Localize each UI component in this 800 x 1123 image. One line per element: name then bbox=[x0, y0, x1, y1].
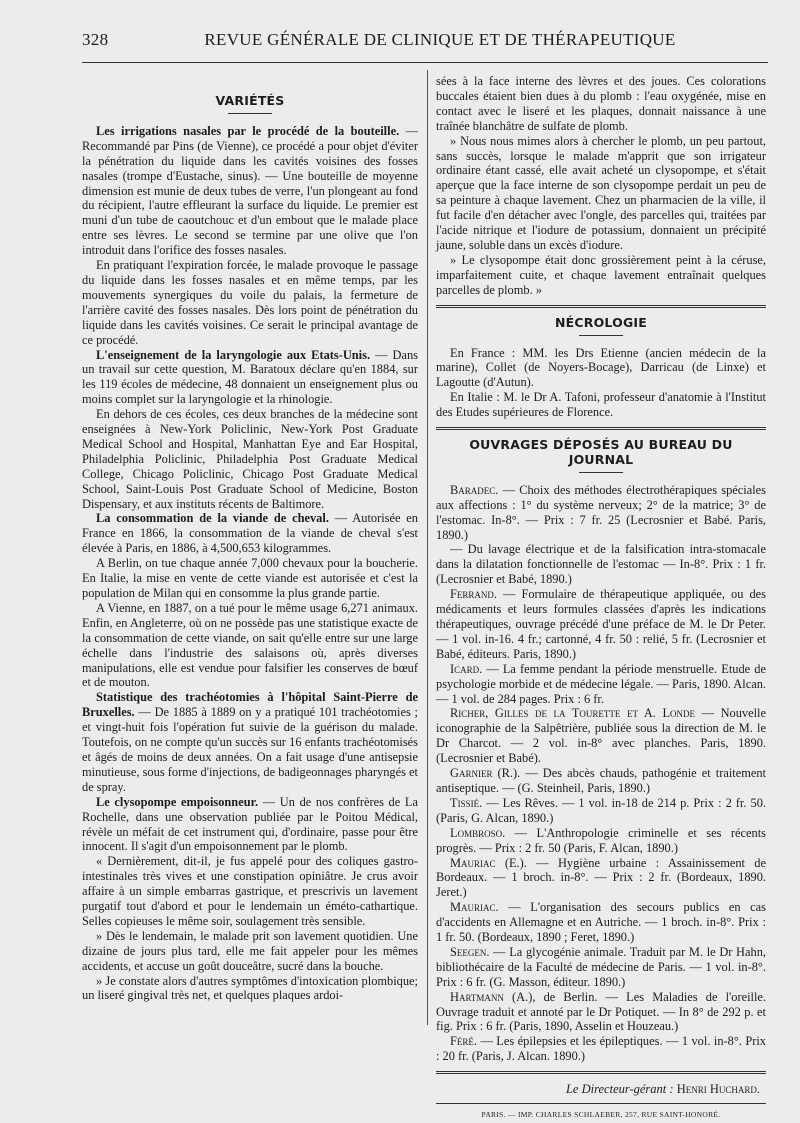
continuation-paragraph: sées à la face interne des lèvres et des joues. Ces colorations buccales étaient bien dues à du plomb : l'eau oxygénée, mise en contact avec le liseré et les plaques, donnait naissance à une traînée blanchâtre de sulfate de plomb. bbox=[436, 74, 766, 133]
section-title-ouvrages: OUVRAGES DÉPOSÉS AU BUREAU DU JOURNAL bbox=[469, 437, 733, 467]
article-text: — Recommandé par Pins (de Vienne), ce procédé a pour objet d'éviter la pénétration du liquide dans les cavités voisines des fosses nasales (trompe d'Eustache, sinus). — Une bouteille de moyenne dimension est munie de deux tubes de verre, l'un plongeant au fond du récipient, l'autre effleurant la surface du liquide. Le premier est muni d'un tube de caoutchouc et d'un embout que le malade place entre ses lèvres. Le second se termine par une olive que l'on introduit dans l'orifice des fosses nasales. bbox=[82, 123, 418, 258]
book-text: — La femme pendant la période menstruelle. Etude de psychologie morbide et de médecine légale. — Paris, 1890. Alcan. — 1 vol. de 284 pages. Prix : 6 fr. bbox=[436, 661, 766, 706]
book-entry bbox=[436, 542, 766, 587]
book-author: Richer, Gilles de la Tourette et A. Londe bbox=[450, 706, 696, 721]
article-lead: L'enseignement de la laryngologie aux Etats-Unis. bbox=[96, 347, 371, 362]
article-laryngologie bbox=[82, 348, 418, 512]
article-paragraph: En dehors de ces écoles, ces deux branches de la médecine sont enseignées à New-York Policlinic, New-York Post Graduate Medical School and Hospital, Manhattan Eye and Ear Hospital, Philadelphia Policlinic, Philadelphia Post Graduate Medical College, Chicago Policlinic, Chicago Post Graduate Medical School, Saint-Louis Post Graduate School of Medicine, Boston Dispensary, et aux instituts récents de Baltimore. bbox=[82, 407, 418, 511]
book-text: — Des abcès chauds, pathogénie et traitement antiseptique. — (G. Steinheil, Paris, 1890.) bbox=[436, 766, 766, 795]
article-viande-cheval bbox=[82, 511, 418, 690]
book-author: Icard. bbox=[450, 661, 483, 676]
director-label: Le Directeur-gérant : bbox=[565, 1082, 677, 1097]
director-signature bbox=[436, 1082, 766, 1097]
article-tracheotomies bbox=[82, 690, 418, 794]
article-paragraph: » Je constate alors d'autres symptômes d'intoxication plombique; un liseré gingival très net, et quelques plaques ardoi- bbox=[82, 973, 418, 1003]
article-paragraph: A Vienne, en 1887, on a tué pour le même usage 6,271 animaux. Enfin, en Angleterre, où on ne possède pas une statistique exacte de la consommation de cette viande, on sait qu'elle entre sur une large échelle dans l'industrie des salaisons où, après diverses manipulations, elle est vendue pour falsifier les conserves de bœuf et de mouton. bbox=[82, 600, 418, 690]
running-title: REVUE GÉNÉRALE DE CLINIQUE ET DE THÉRAPEUTIQUE bbox=[204, 30, 676, 49]
necrologie-paragraph: En Italie : M. le Dr A. Tafoni, professeur d'anatomie à l'Institut des Etudes supérieures de Florence. bbox=[436, 390, 766, 420]
book-author: Mauriac. bbox=[450, 900, 499, 915]
article-text: — De 1885 à 1889 on y a pratiqué 101 trachéotomies ; et vingt-huit fois l'opération fut suivie de la guérison du malade. Toutefois, on ne compte qu'un succès sur 16 enfants trachéotomisés et âgés de moins de deux années. On a fait usage d'une antisepsie minutieuse, sous forme d'injections, de badigeonnages pharyngés et de spray. bbox=[82, 705, 418, 794]
book-entry bbox=[436, 856, 766, 901]
book-entry bbox=[436, 826, 766, 856]
book-text: — L'organisation des secours publics en cas d'accidents en Allemagne et en Autriche. — 1 broch. in-8°. Prix : 1 fr. 50. (Bordeaux, 1890 ; Feret, 1890.) bbox=[436, 900, 766, 945]
book-text: de Berlin. — Les Maladies de l'oreille. Ouvrage traduit et annoté par le Dr Potiquet. — In 8° de 292 p. et fig. Prix : 6 fr. (Paris, 1890, Asselin et Houzeau.) bbox=[436, 989, 767, 1034]
article-text: — Dans un travail sur cette question, M. Baratoux déclare qu'en 1884, sur les 119 écoles de médecine, 48 donnaient un enseignement plus ou moins complet sur la laryngologie et la rhinologie. bbox=[82, 347, 418, 407]
article-irrigations bbox=[82, 124, 418, 348]
article-text: — Un de nos confrères de La Rochelle, dans une observation publiée par le Poitou Médical, révèle un méfait de cet instrument qui, d'ordinaire, passe pour être innocent. Il s'agit d'un empoisonnement par le plomb. bbox=[82, 794, 418, 854]
book-author: Garnier (R.). bbox=[450, 766, 521, 781]
article-paragraph: « Dernièrement, dit-il, je fus appelé pour des coliques gastro-intestinales très vives et une constipation opiniâtre. Je crus avoir affaire à un simple embarras gastrique, et prescrivis un lavement purgatif tout d'abord et pour le lendemain un éméto-cathartique. Selles copieuses le même soir, soulagement très sensible. bbox=[82, 854, 418, 928]
article-lead: La consommation de la viande de cheval. bbox=[96, 511, 329, 526]
book-entry bbox=[436, 990, 766, 1035]
right-column bbox=[436, 74, 766, 1123]
title-rule bbox=[228, 113, 272, 114]
book-author: Féré. bbox=[450, 1034, 477, 1049]
section-separator bbox=[436, 427, 766, 430]
article-clysopompe bbox=[82, 795, 418, 1004]
left-column bbox=[82, 74, 418, 1003]
book-author: Ferrand. bbox=[450, 587, 497, 602]
article-lead: Les irrigations nasales par le procédé de la bouteille. bbox=[96, 123, 400, 138]
printer-imprint: PARIS. — IMP. CHARLES SCHLAEBER, 257, RUE SAINT-HONORÉ. bbox=[481, 1110, 721, 1120]
page-number: 328 bbox=[82, 30, 109, 49]
section-separator bbox=[436, 305, 766, 308]
article-lead: Statistique des trachéotomies à l'hôpital Saint-Pierre de Bruxelles. bbox=[82, 690, 418, 720]
book-entry bbox=[436, 483, 766, 543]
book-text: — La glycogénie animale. Traduit par M. le Dr Hahn, bibliothécaire de la Faculté de médecine de Paris. — 1 vol. in-8°. Prix : 6 fr. (G. Masson, éditeur. 1890.) bbox=[436, 944, 766, 989]
title-rule bbox=[579, 335, 623, 336]
book-author: Tissié. bbox=[450, 795, 483, 810]
continuation-paragraph: » Le clysopompe était donc grossièrement peint à la céruse, imparfaitement cuite, et chaque lavement entraînait quelques parcelles de plomb. » bbox=[436, 252, 766, 297]
book-entry bbox=[436, 706, 766, 766]
book-author: Seegen. bbox=[450, 944, 490, 959]
section-title-necrologie: NÉCROLOGIE bbox=[554, 314, 648, 330]
director-name: Henri Huchard. bbox=[676, 1082, 760, 1097]
book-text: — Les épilepsies et les épileptiques. — 1 vol. in-8°. Prix : 20 fr. (Paris, J. Alcan. 1890.) bbox=[436, 1034, 766, 1064]
article-paragraph: A Berlin, on tue chaque année 7,000 chevaux pour la boucherie. En Italie, la mise en vente de cette viande est autorisée et c'est la population de Milan qui en consomme la plus grande partie. bbox=[82, 556, 418, 600]
book-author: Mauriac (E.). bbox=[450, 855, 527, 870]
book-entry bbox=[436, 662, 766, 707]
article-paragraph: En pratiquant l'expiration forcée, le malade provoque le passage du liquide dans les fosses nasales et en même temps, par les mouvements synergiques du voile du palais, la fermeture de l'arrière cavité des fosses nasales. Dès lors point de pénétration du liquide dans les cavités voisines. Ce serait le principal avantage de ce procédé. bbox=[82, 258, 418, 347]
book-entry bbox=[436, 587, 766, 662]
book-entry bbox=[436, 945, 766, 990]
book-text: — Hygiène urbaine : Assainissement de Bordeaux. — 1 broch. in-8°. — Prix : 2 fr. (Bordeaux, 1890. Jeret.) bbox=[436, 855, 767, 900]
book-author: Lombroso. bbox=[450, 825, 506, 840]
book-text: — L'Anthropologie criminelle et ses récents progrès. — Prix : 2 fr. 50 (Paris, F. Alcan, 1890.) bbox=[436, 825, 766, 855]
book-author: Hartmann (A.), bbox=[450, 989, 536, 1004]
book-text: — Les Rêves. — 1 vol. in-18 de 214 p. Prix : 2 fr. 50. (Paris, G. Alcan, 1890.) bbox=[436, 795, 766, 825]
article-text: — Autorisée en France en 1866, la consommation de la viande de cheval s'est élevée à Paris, en 1886, à 4,500,653 kilogrammes. bbox=[82, 511, 418, 556]
footer-rule bbox=[436, 1103, 766, 1104]
article-paragraph: » Dès le lendemain, le malade prit son lavement quotidien. Une dizaine de jours plus tard, elle me fait appeler pour les mêmes accidents, et accuse un goût douceâtre, sucré dans la bouche. bbox=[82, 928, 418, 973]
book-text: — Formulaire de thérapeutique appliquée, ou des médicaments et leurs formules classées d'après les indications thérapeutiques, ouvrage précédé d'une préface de M. le Dr Peter. — 1 vol. in-16. 4 fr.; cartonné, 4 fr. 50 : relié, 5 fr. (Lecrosnier et Babé, éditeurs. Paris, 1890.) bbox=[436, 587, 766, 661]
book-text: — Choix des méthodes électrothérapiques spéciales aux affections : 1° du système nerveux; 2° de la matrice; 3° de l'estomac. In-8°. — Prix : 7 fr. 25 (Lecrosnier et Babé. Paris, 1890.) bbox=[436, 482, 766, 542]
article-lead: Le clysopompe empoisonneur. bbox=[96, 794, 259, 809]
title-rule bbox=[579, 472, 623, 473]
continuation-paragraph: » Nous nous mimes alors à chercher le plomb, un peu partout, sans succès, lorsque le malade m'apprit que son irrigateur ordinaire étant cassé, elle avait acheté un clysopompe, et s'était aperçue que la face interne de son clysopompe perdait un peu de sa peinture à chaque lavement. Chez un pharmacien de la ville, il fut facile d'en détacher avec l'ongle, des parcelles qui, traitées par l'acide nitrique et l'iodure de potassium, donnaient un précipité jaune, soluble dans un excès d'iodure. bbox=[436, 133, 766, 252]
book-text: — Du lavage électrique et de la falsification intra-stomacale dans la dilatation fonctionnelle de l'estomac — In-8°. Prix : 1 fr. (Lecrosnier et Babé, 1890.) bbox=[436, 542, 766, 587]
book-text: — Nouvelle iconographie de la Salpêtrière, publiée sous la direction de M. le Dr Charcot. — 2 vol. in-8° avec planches. Paris, 1890. (Lecrosnier et Babé). bbox=[436, 706, 766, 766]
book-entry bbox=[436, 796, 766, 826]
page-header bbox=[70, 28, 770, 54]
necrologie-paragraph: En France : MM. les Drs Etienne (ancien médecin de la marine), Collet (de Noyers-Bocage), Darricau (de Linxe) et Lagoutte (d'Autun). bbox=[436, 345, 766, 390]
book-entry bbox=[436, 1034, 766, 1064]
header-rule bbox=[82, 62, 768, 63]
section-separator bbox=[436, 1071, 766, 1074]
column-divider bbox=[427, 70, 428, 1025]
book-entry bbox=[436, 766, 766, 796]
book-entry bbox=[436, 900, 766, 945]
section-title-varietes: VARIÉTÉS bbox=[215, 93, 285, 108]
book-author: Baradec. bbox=[450, 482, 499, 497]
